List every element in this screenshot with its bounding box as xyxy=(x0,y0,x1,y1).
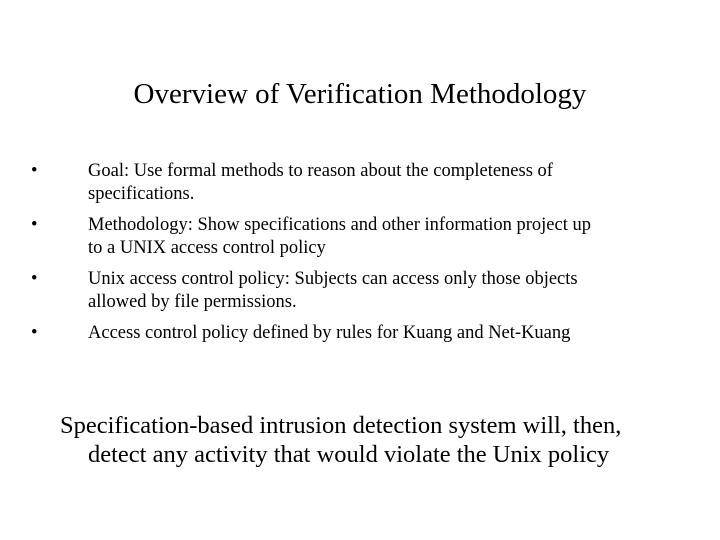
bullet-icon: • xyxy=(31,161,38,181)
bullet-icon: • xyxy=(31,323,38,343)
bullet-icon: • xyxy=(31,215,38,235)
conclusion-line-1: Specification-based intrusion detection system will, then, xyxy=(60,412,622,439)
bullet-item-goal xyxy=(0,160,720,206)
bullet-list xyxy=(0,160,720,353)
bullet-item-methodology xyxy=(0,214,720,260)
bullet-text: specifications. xyxy=(88,184,195,204)
bullet-text: allowed by file permissions. xyxy=(88,292,297,312)
bullet-text: Unix access control policy: Subjects can access only those objects xyxy=(88,269,578,289)
bullet-text: Access control policy defined by rules for Kuang and Net-Kuang xyxy=(88,323,571,343)
conclusion-text xyxy=(60,411,621,469)
bullet-text: Methodology: Show specifications and other information project up xyxy=(88,215,591,235)
conclusion-line-2: detect any activity that would violate the Unix policy xyxy=(88,441,610,468)
bullet-text: Goal: Use formal methods to reason about the completeness of xyxy=(88,161,553,181)
bullet-item-access-control xyxy=(0,322,720,345)
bullet-item-unix-policy xyxy=(0,268,720,314)
bullet-text: to a UNIX access control policy xyxy=(88,238,326,258)
bullet-icon: • xyxy=(31,269,38,289)
slide-title: Overview of Verification Methodology xyxy=(133,78,587,110)
